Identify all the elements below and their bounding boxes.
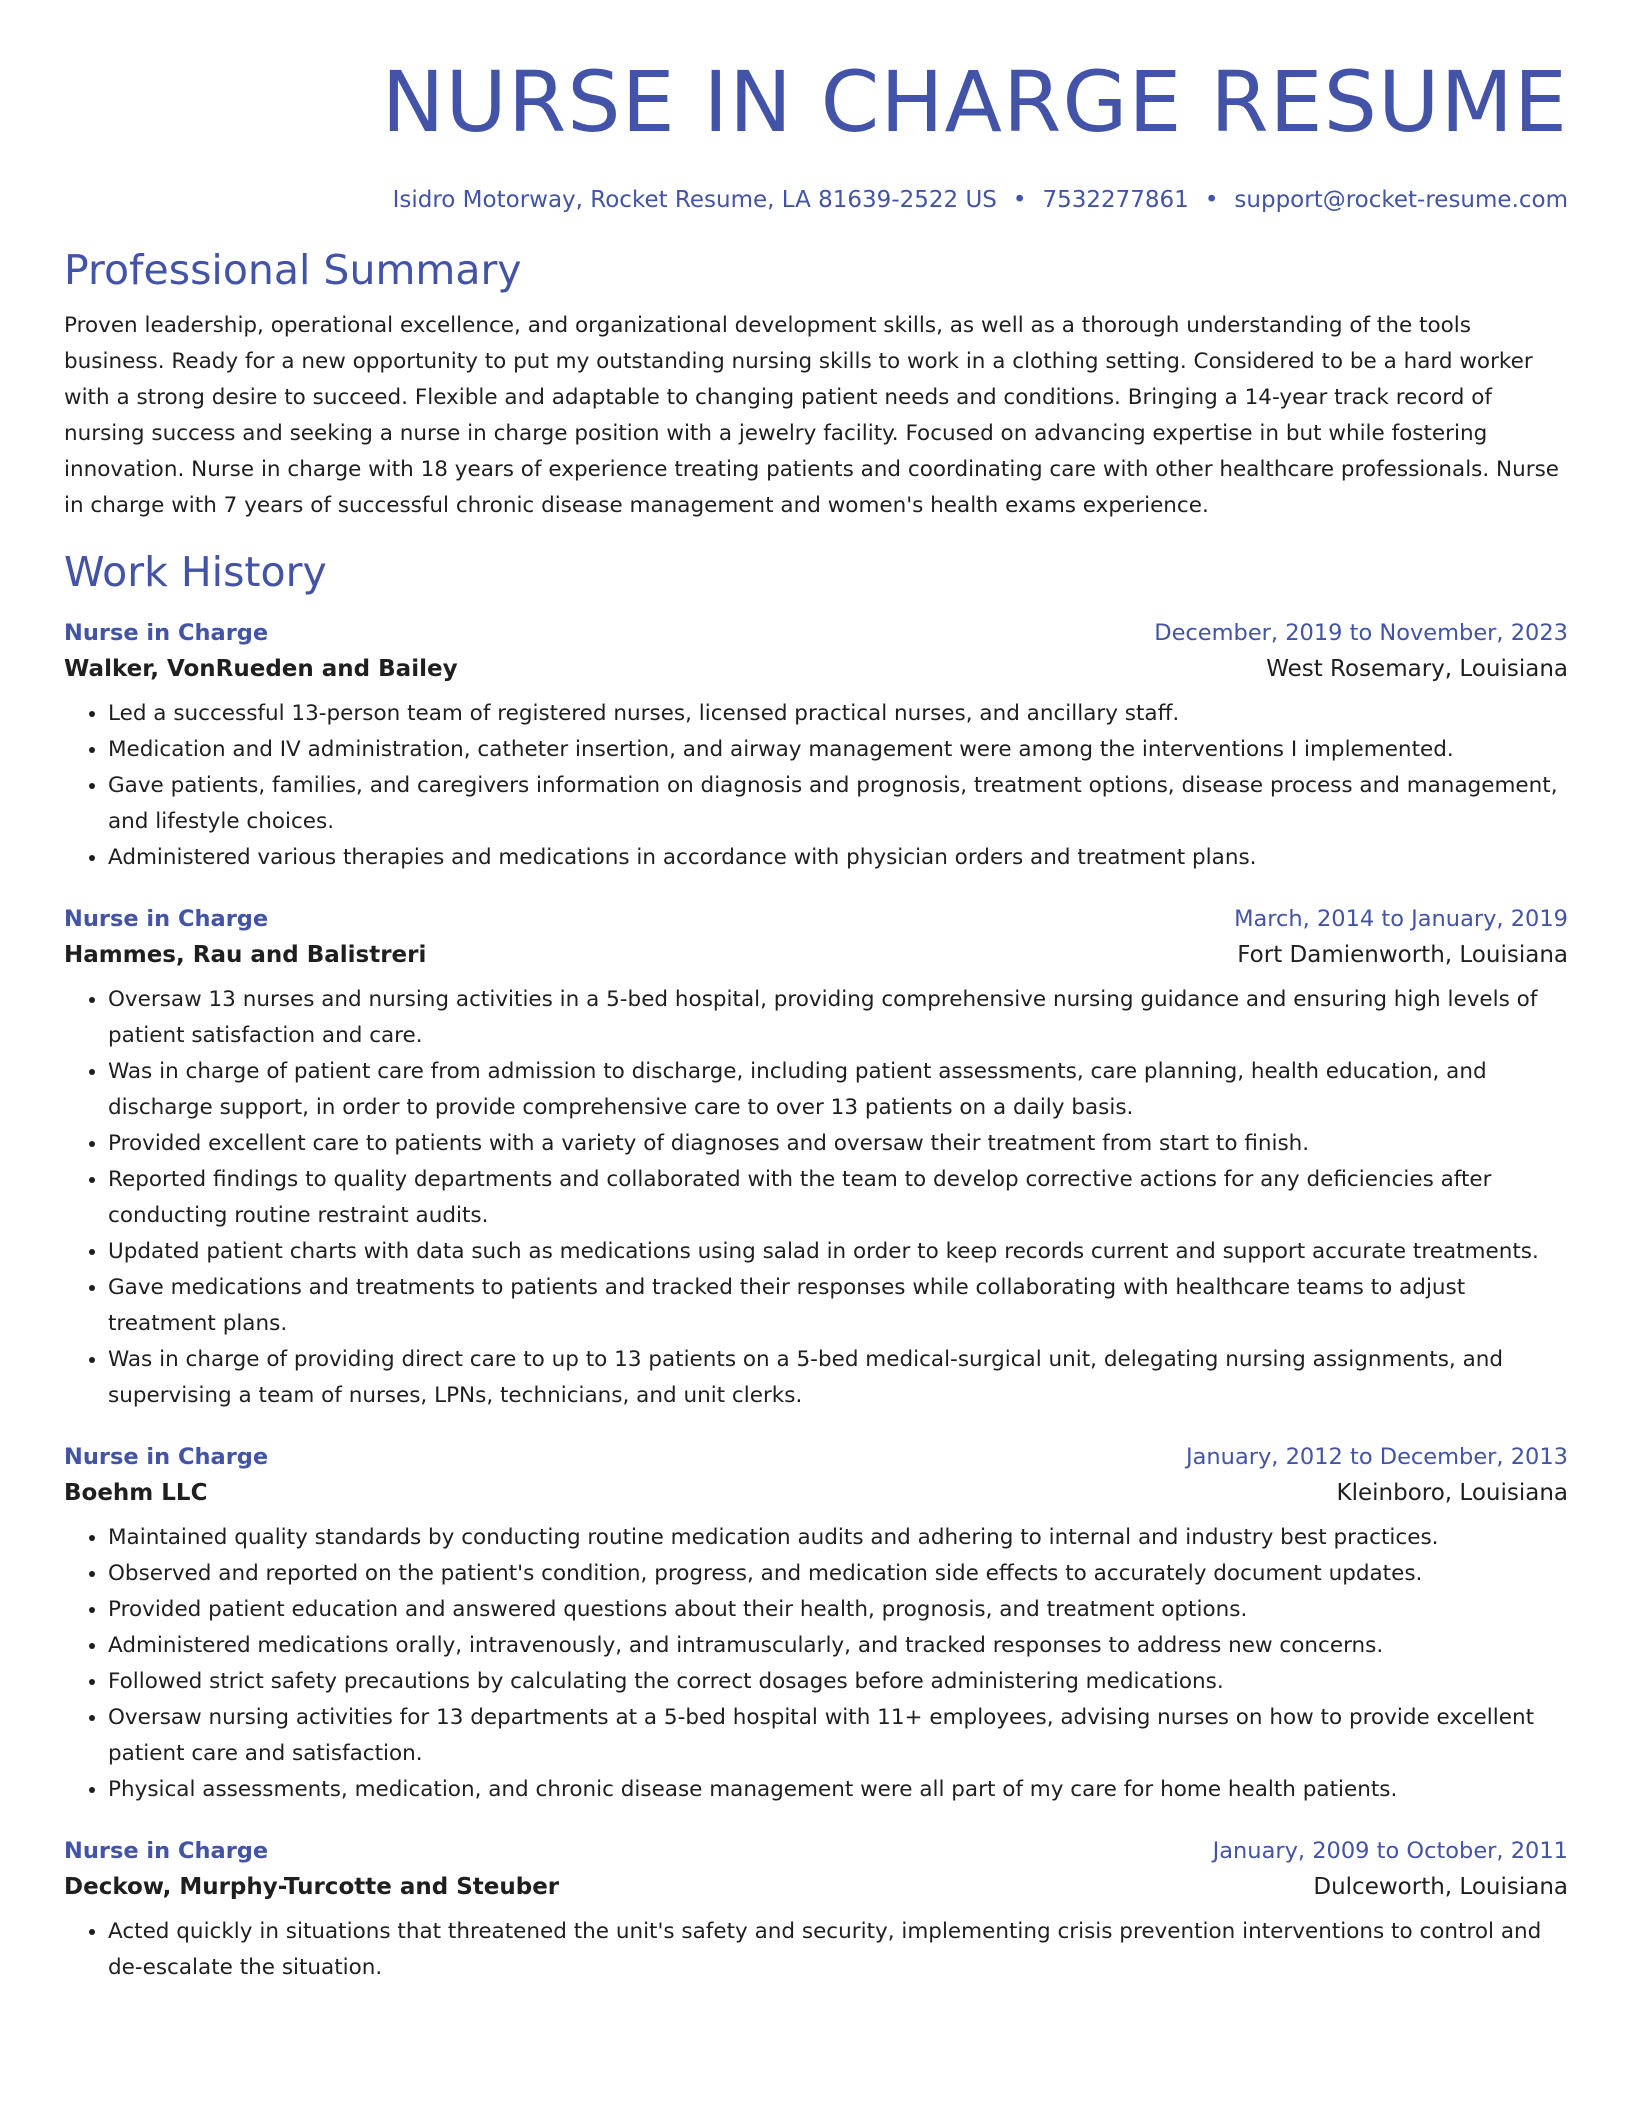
work-history-list <box>64 616 1568 1986</box>
contact-email[interactable]: support@rocket-resume.com <box>1234 187 1568 213</box>
job-bullet: • Was in charge of providing direct care to up to 13 patients on a 5-bed medical-surgical unit, delegating nursing assignments, and supervising a team of nurses, LPNs, technicians, and unit clerks. <box>108 1342 1568 1414</box>
job-company-row <box>64 936 1568 974</box>
job-bullets <box>64 1914 1568 1986</box>
job-bullet: • Oversaw nursing activities for 13 departments at a 5-bed hospital with 11+ employees, advising nurses on how to provide excellent patient care and satisfaction. <box>108 1700 1568 1772</box>
job-title: Nurse in Charge <box>64 1838 269 1864</box>
summary-heading: Professional Summary <box>64 246 522 294</box>
job-company: Deckow, Murphy-Turcotte and Steuber <box>64 1874 560 1900</box>
job-company-row <box>64 650 1568 688</box>
job-bullet: • Physical assessments, medication, and chronic disease management were all part of my care for home health patients. <box>108 1772 1568 1808</box>
job-dates: January, 2009 to October, 2011 <box>1212 1838 1568 1864</box>
job-dates: January, 2012 to December, 2013 <box>1186 1444 1568 1470</box>
work-history-heading: Work History <box>64 548 327 596</box>
job-bullet: • Administered various therapies and medications in accordance with physician orders and treatment plans. <box>108 840 1568 876</box>
job-header-row <box>64 1440 1568 1474</box>
job-bullet: • Observed and reported on the patient's condition, progress, and medication side effects to accurately document updates. <box>108 1556 1568 1592</box>
contact-phone: 7532277861 <box>1042 187 1189 213</box>
job-bullet: • Reported findings to quality departments and collaborated with the team to develop corrective actions for any deficiencies after conducting routine restraint audits. <box>108 1162 1568 1234</box>
summary-text: Proven leadership, operational excellence, and organizational development skills, as well as a thorough understanding of the tools business. Ready for a new opportunity to put my outstanding nursing skills to work in a clothing setting. Considered to be a hard worker with a strong desire to succeed. Flexible and adaptable to changing patient needs and conditions. Bringing a 14-year track record of nursing success and seeking a nurse in charge position with a jewelry facility. Focused on advancing expertise in but while fostering innovation. Nurse in charge with 18 years of experience treating patients and coordinating care with other healthcare professionals. Nurse in charge with 7 years of successful chronic disease management and women's health exams experience. <box>64 313 1560 518</box>
job-entry <box>64 1440 1568 1808</box>
job-title: Nurse in Charge <box>64 620 269 646</box>
job-bullet: • Oversaw 13 nurses and nursing activities in a 5-bed hospital, providing comprehensive nursing guidance and ensuring high levels of patient satisfaction and care. <box>108 982 1568 1054</box>
job-company: Boehm LLC <box>64 1480 208 1506</box>
job-bullet: • Gave patients, families, and caregivers information on diagnosis and prognosis, treatment options, disease process and management, and lifestyle choices. <box>108 768 1568 840</box>
job-bullet: • Was in charge of patient care from admission to discharge, including patient assessments, care planning, health education, and discharge support, in order to provide comprehensive care to over 13 patients on a daily basis. <box>108 1054 1568 1126</box>
contact-separator: • <box>1204 187 1219 213</box>
job-entry <box>64 1834 1568 1986</box>
contact-address: Isidro Motorway, Rocket Resume, LA 81639-2522 US <box>392 187 997 213</box>
resume-title: NURSE IN CHARGE RESUME <box>381 53 1568 151</box>
contact-separator: • <box>1012 187 1027 213</box>
job-title: Nurse in Charge <box>64 1444 269 1470</box>
job-company-row <box>64 1868 1568 1906</box>
job-bullet: • Provided excellent care to patients with a variety of diagnoses and oversaw their treatment from start to finish. <box>108 1126 1568 1162</box>
job-bullet: • Medication and IV administration, catheter insertion, and airway management were among the interventions I implemented. <box>108 732 1568 768</box>
job-entry <box>64 616 1568 876</box>
job-dates: December, 2019 to November, 2023 <box>1154 620 1568 646</box>
job-bullet: • Provided patient education and answered questions about their health, prognosis, and treatment options. <box>108 1592 1568 1628</box>
job-bullets <box>64 982 1568 1414</box>
job-location: West Rosemary, Louisiana <box>1266 656 1568 682</box>
job-location: Fort Damienworth, Louisiana <box>1237 942 1568 968</box>
job-bullets <box>64 696 1568 876</box>
job-header-row <box>64 616 1568 650</box>
contact-line <box>64 184 1568 216</box>
job-company-row <box>64 1474 1568 1512</box>
job-bullets <box>64 1520 1568 1808</box>
job-bullet: • Maintained quality standards by conducting routine medication audits and adhering to internal and industry best practices. <box>108 1520 1568 1556</box>
job-location: Dulceworth, Louisiana <box>1313 1874 1568 1900</box>
job-company: Walker, VonRueden and Bailey <box>64 656 458 682</box>
job-bullet: • Led a successful 13-person team of registered nurses, licensed practical nurses, and ancillary staff. <box>108 696 1568 732</box>
job-location: Kleinboro, Louisiana <box>1336 1480 1568 1506</box>
job-bullet: • Gave medications and treatments to patients and tracked their responses while collaborating with healthcare teams to adjust treatment plans. <box>108 1270 1568 1342</box>
job-company: Hammes, Rau and Balistreri <box>64 942 427 968</box>
job-header-row <box>64 902 1568 936</box>
job-bullet: • Updated patient charts with data such as medications using salad in order to keep records current and support accurate treatments. <box>108 1234 1568 1270</box>
job-header-row <box>64 1834 1568 1868</box>
job-bullet: • Administered medications orally, intravenously, and intramuscularly, and tracked responses to address new concerns. <box>108 1628 1568 1664</box>
job-dates: March, 2014 to January, 2019 <box>1234 906 1568 932</box>
job-entry <box>64 902 1568 1414</box>
job-bullet: • Acted quickly in situations that threatened the unit's safety and security, implementing crisis prevention interventions to control and de-escalate the situation. <box>108 1914 1568 1986</box>
job-title: Nurse in Charge <box>64 906 269 932</box>
job-bullet: • Followed strict safety precautions by calculating the correct dosages before administering medications. <box>108 1664 1568 1700</box>
